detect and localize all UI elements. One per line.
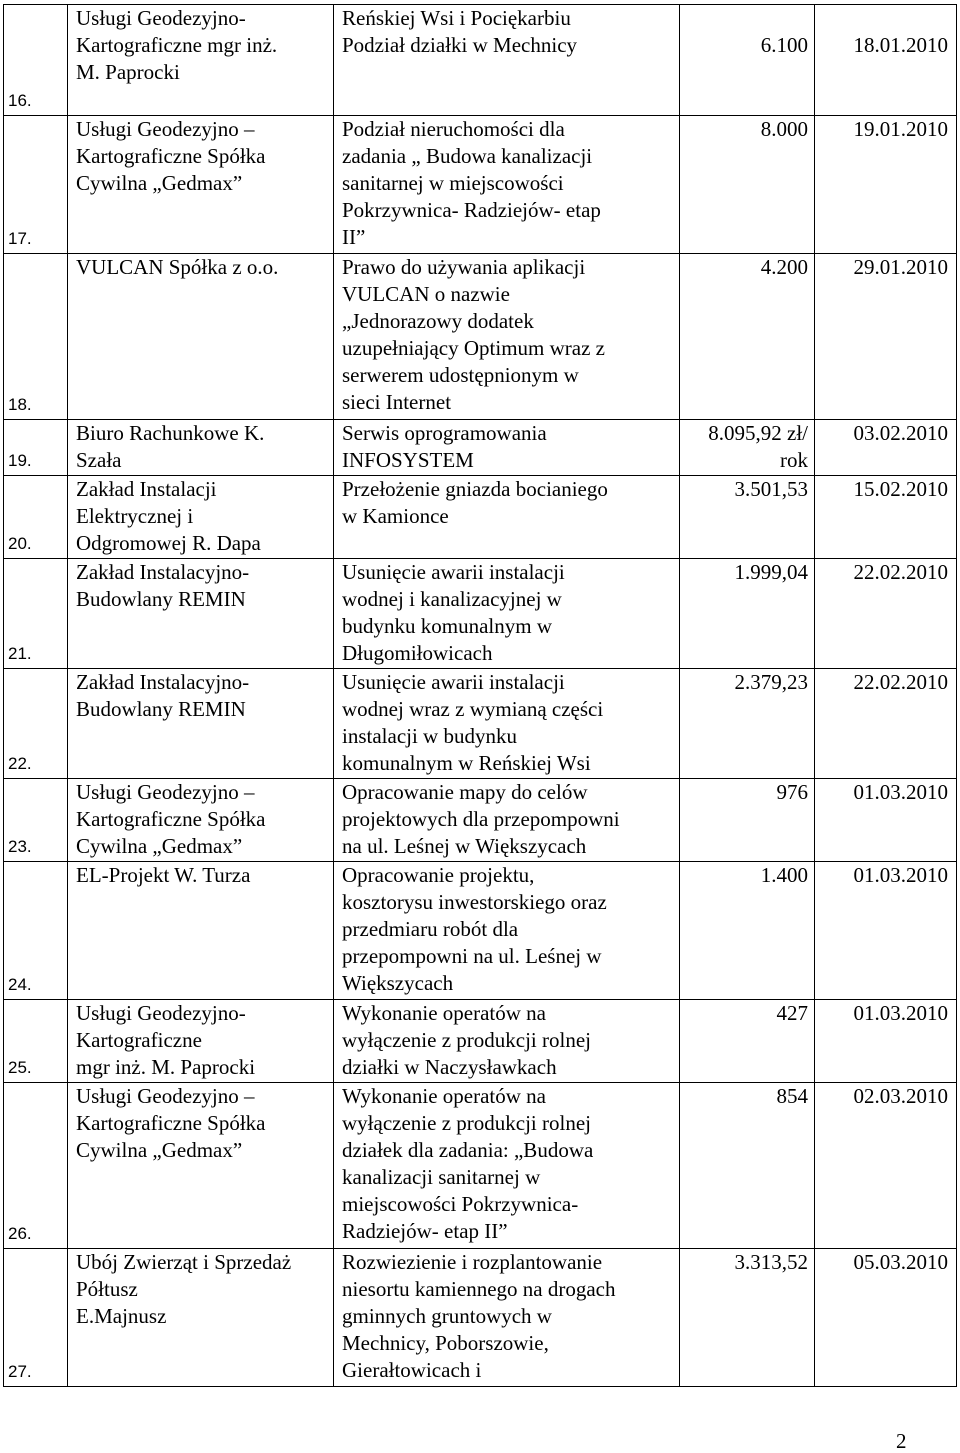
- row-number: 21.: [4, 559, 68, 669]
- row-number: 19.: [4, 420, 68, 476]
- contract-date: 18.01.2010: [815, 5, 957, 116]
- contract-subject: Przełożenie gniazda bocianiego w Kamionce: [334, 476, 680, 559]
- table-row: [4, 862, 957, 1000]
- contractor-name: Zakład Instalacyjno- Budowlany REMIN: [68, 669, 334, 779]
- row-number: 25.: [4, 1000, 68, 1083]
- contract-amount: 2.379,23: [680, 669, 815, 779]
- contractor-name: EL-Projekt W. Turza: [68, 862, 334, 1000]
- contract-date: 01.03.2010: [815, 779, 957, 862]
- contractor-name: Usługi Geodezyjno – Kartograficzne Spółka Cywilna „Gedmax”: [68, 779, 334, 862]
- contract-amount: 8.095,92 zł/ rok: [680, 420, 815, 476]
- contract-amount: 976: [680, 779, 815, 862]
- table-row: [4, 1000, 957, 1083]
- contract-date: 01.03.2010: [815, 862, 957, 1000]
- contract-date: 19.01.2010: [815, 116, 957, 254]
- table-row: [4, 116, 957, 254]
- contractor-name: Usługi Geodezyjno- Kartograficzne mgr inż. M. Paprocki: [68, 1000, 334, 1083]
- table-row: [4, 559, 957, 669]
- contracts-table: [3, 4, 957, 1387]
- contract-date: 22.02.2010: [815, 559, 957, 669]
- table-row: [4, 5, 957, 116]
- contract-amount: 6.100: [680, 5, 815, 116]
- row-number: 16.: [4, 5, 68, 116]
- contract-subject: Usunięcie awarii instalacji wodnej wraz z wymianą części instalacji w budynku komunalnym w Reńskiej Wsi: [334, 669, 680, 779]
- contractor-name: Zakład Instalacyjno- Budowlany REMIN: [68, 559, 334, 669]
- contractor-name: Usługi Geodezyjno – Kartograficzne Spółka Cywilna „Gedmax”: [68, 116, 334, 254]
- table-row: [4, 420, 957, 476]
- contract-subject: Rozwiezienie i rozplantowanie niesortu kamiennego na drogach gminnych gruntowych w Mechnicy, Poborszowie, Gierałtowicach i: [334, 1249, 680, 1387]
- table-row: [4, 476, 957, 559]
- table-row: [4, 1249, 957, 1387]
- row-number: 23.: [4, 779, 68, 862]
- table-row: [4, 254, 957, 420]
- contract-subject: Podział nieruchomości dla zadania „ Budowa kanalizacji sanitarnej w miejscowości Pokrzywnica- Radziejów- etap II”: [334, 116, 680, 254]
- contractor-name: Biuro Rachunkowe K. Szała: [68, 420, 334, 476]
- contract-amount: 3.313,52: [680, 1249, 815, 1387]
- contract-subject: Wykonanie operatów na wyłączenie z produkcji rolnej działek dla zadania: „Budowa kanalizacji sanitarnej w miejscowości Pokrzywnica- Radziejów- etap II”: [334, 1083, 680, 1249]
- row-number: 27.: [4, 1249, 68, 1387]
- contract-subject: Reńskiej Wsi i Pociękarbiu Podział działki w Mechnicy: [334, 5, 680, 116]
- row-number: 24.: [4, 862, 68, 1000]
- contract-subject: Opracowanie mapy do celów projektowych dla przepompowni na ul. Leśnej w Większycach: [334, 779, 680, 862]
- contractor-name: Usługi Geodezyjno – Kartograficzne Spółka Cywilna „Gedmax”: [68, 1083, 334, 1249]
- contract-amount: 4.200: [680, 254, 815, 420]
- table-row: [4, 1083, 957, 1249]
- table-row: [4, 779, 957, 862]
- contract-amount: 427: [680, 1000, 815, 1083]
- contract-date: 02.03.2010: [815, 1083, 957, 1249]
- contract-amount: 1.999,04: [680, 559, 815, 669]
- contract-date: 01.03.2010: [815, 1000, 957, 1083]
- contract-date: 03.02.2010: [815, 420, 957, 476]
- contract-amount: 3.501,53: [680, 476, 815, 559]
- page-number: 2: [896, 1429, 907, 1453]
- contract-amount: 1.400: [680, 862, 815, 1000]
- contractor-name: Usługi Geodezyjno- Kartograficzne mgr inż. M. Paprocki: [68, 5, 334, 116]
- contract-subject: Serwis oprogramowania INFOSYSTEM: [334, 420, 680, 476]
- contract-subject: Usunięcie awarii instalacji wodnej i kanalizacyjnej w budynku komunalnym w Długomiłowicach: [334, 559, 680, 669]
- row-number: 17.: [4, 116, 68, 254]
- contract-amount: 854: [680, 1083, 815, 1249]
- contract-subject: Opracowanie projektu, kosztorysu inwestorskiego oraz przedmiaru robót dla przepompowni na ul. Leśnej w Większycach: [334, 862, 680, 1000]
- contract-subject: Wykonanie operatów na wyłączenie z produkcji rolnej działki w Naczysławkach: [334, 1000, 680, 1083]
- contract-date: 22.02.2010: [815, 669, 957, 779]
- contract-date: 29.01.2010: [815, 254, 957, 420]
- table-row: [4, 669, 957, 779]
- contractor-name: VULCAN Spółka z o.o.: [68, 254, 334, 420]
- contract-subject: Prawo do używania aplikacji VULCAN o nazwie „Jednorazowy dodatek uzupełniający Optimum wraz z serwerem udostępnionym w sieci Internet: [334, 254, 680, 420]
- row-number: 18.: [4, 254, 68, 420]
- row-number: 20.: [4, 476, 68, 559]
- row-number: 22.: [4, 669, 68, 779]
- contract-date: 15.02.2010: [815, 476, 957, 559]
- contractor-name: Ubój Zwierząt i Sprzedaż Półtusz E.Majnusz: [68, 1249, 334, 1387]
- row-number: 26.: [4, 1083, 68, 1249]
- contract-date: 05.03.2010: [815, 1249, 957, 1387]
- contract-amount: 8.000: [680, 116, 815, 254]
- contractor-name: Zakład Instalacji Elektrycznej i Odgromowej R. Dapa: [68, 476, 334, 559]
